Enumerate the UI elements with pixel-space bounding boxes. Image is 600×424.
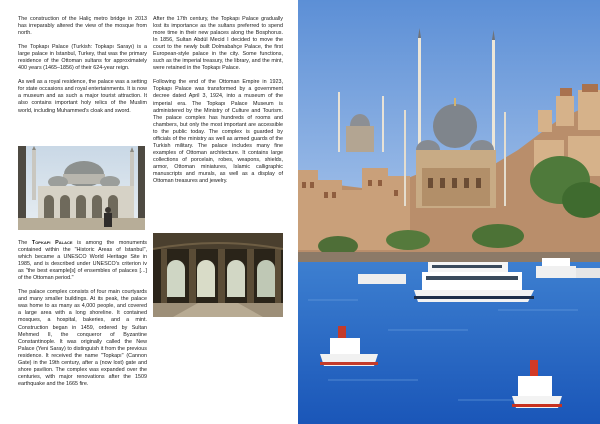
paragraph-museum: Following the end of the Ottoman Empire in 1923, Topkapı Palace was transformed by a government decree dated April 3, 1924, into a museum of the imperial era. The Topkapı Palace Museum is administered by the Ministry of Culture and Tourism. The palace complex has hundreds of rooms and chambers, but only the most important are accessible to the public today. The complex is guarded by officials of the ministry as well as armed guards of the Turkish military. The palace includes many fine examples of Ottoman architecture. It contains large collections of porcelain, robes, weapons, shields, armor, Ottoman miniatures, Islamic calligraphic manuscripts and murals, as well as a display of Ottoman treasures and jewelry. xyxy=(153,79,283,185)
paragraph-palace-complex: The palace complex consists of four main courtyards and many smaller buildings. At its peak, the palace was home to as many as 4,000 people, and covered a large area with a long shoreline. It contained mosques, a hospital, bakeries, and a mint. Construction began in 1459, ordered by Sultan Mehmed II, the conqueror of Byzantine Constantinople. It was originally called the New Palace (Yeni Saray) to distinguish it from the previous residence. It received the name "Topkapı" (Cannon Gate) in the 19th century, after a (now lost) gate and shore pavilion. The complex was expanded over the centuries, with major renovations after the 1509 earthquake and the 1665 fire. xyxy=(18,289,147,387)
istanbul-skyline-photo xyxy=(298,0,600,424)
topkapi-palace-bold: Topkapı Palace xyxy=(31,240,73,246)
paragraph-royal-residence: As well as a royal residence, the palace was a setting for state occasions and royal entertainments. It is now a museum and as such a major tourist attraction. It also contains important holy relics of the Muslim world, including Muhammed's cloak and sword. xyxy=(18,79,147,114)
paragraph-metro-bridge: The construction of the Haliç metro bridge in 2013 has irreparably altered the view of the mosque from north. xyxy=(18,16,147,37)
paragraph-17th-century: After the 17th century, the Topkapı Palace gradually lost its importance as the sultans preferred to spend more time in their new palaces along the Bosphorus. In 1856, Sultan Abdül Mecid I decided to move the court to the newly built Dolmabahçe Palace, the first European-style palace in the city. Some functions, such as the imperial treasury, the library, and the mint, were retained in the Topkapı Palace. xyxy=(153,16,283,72)
mosque-courtyard-photo xyxy=(18,146,145,230)
column-1-bottom-text xyxy=(18,240,147,388)
paragraph-topkapi-intro: The Topkapı Palace (Turkish: Topkapı Sarayı) is a large palace in Istanbul, Turkey, that was the primary residence of the Ottoman sultans for approximately 400 years (1465–1856) of their 624-year reign. xyxy=(18,44,147,72)
column-2-text xyxy=(153,16,283,185)
column-1-top-text xyxy=(18,16,147,115)
palace-colonnade-photo xyxy=(153,233,283,317)
paragraph-unesco: The Topkapı Palace is among the monuments contained within the "Historic Areas of Istanbul", which became a UNESCO World Heritage Site in 1985, and is described under UNESCO's criterion iv as "the best example[s] of ensembles of palaces [...] of the Ottoman period." xyxy=(18,240,148,282)
